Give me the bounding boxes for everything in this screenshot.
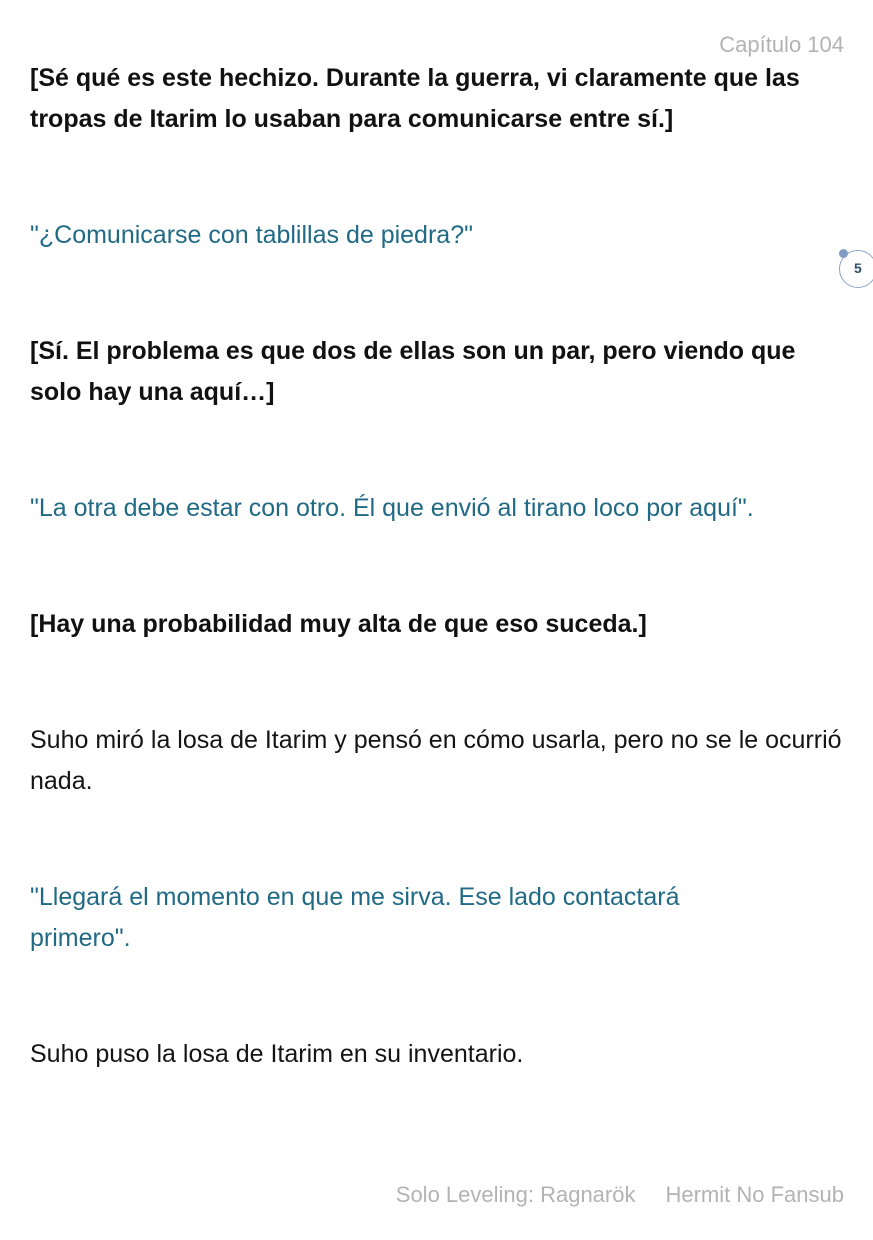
dialogue-line: "Llegará el momento en que me sirva. Ese lado contactará primero". — [30, 883, 680, 952]
book-title: Solo Leveling: Ragnarök — [395, 1182, 636, 1207]
system-message: [Sí. El problema es que dos de ellas son un par, pero viendo que solo hay una aquí…] — [30, 337, 796, 406]
system-message: [Sé qué es este hechizo. Durante la guerra, vi claramente que las tropas de Itarim lo usaban para comunicarse entre sí.] — [30, 64, 800, 133]
chapter-title: Capítulo 104 — [719, 32, 844, 57]
narration-paragraph: Suho miró la losa de Itarim y pensó en cómo usarla, pero no se le ocurrió nada. — [30, 726, 842, 795]
narration-paragraph: Suho puso la losa de Itarim en su inventario. — [30, 1040, 524, 1068]
dialogue-line: "La otra debe estar con otro. Él que envió al tirano loco por aquí". — [30, 494, 754, 522]
page-footer — [396, 1182, 844, 1208]
dialogue-line: "¿Comunicarse con tablillas de piedra?" — [30, 221, 473, 249]
page-number: 5 — [854, 260, 862, 276]
translator-credit: Hermit No Fansub — [665, 1182, 844, 1207]
system-message: [Hay una probabilidad muy alta de que eso suceda.] — [30, 610, 647, 638]
